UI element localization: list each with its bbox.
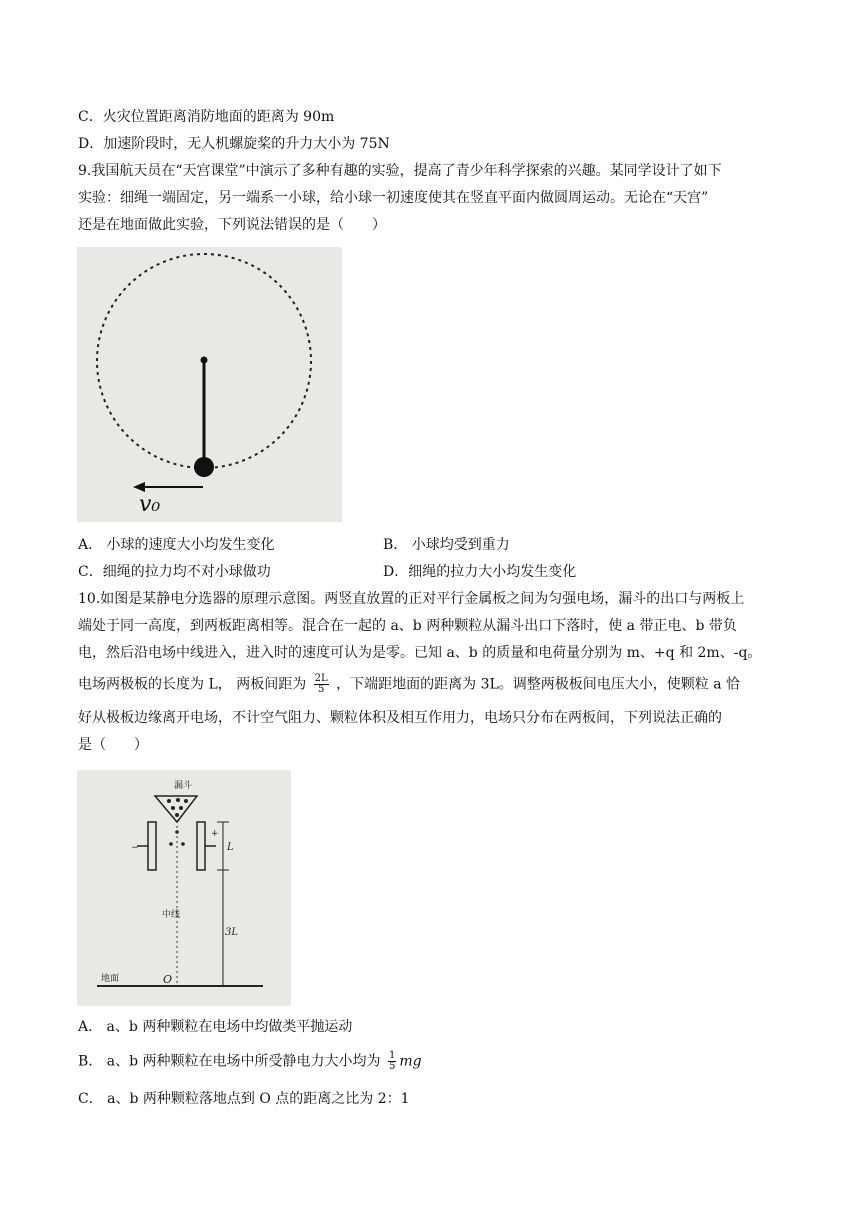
q10-stem-line6: 是（ ） xyxy=(78,737,148,753)
q9-stem-line3: 还是在地面做此实验，下列说法错误的是（ ） xyxy=(78,217,386,233)
q9-option-b: B． 小球均受到重力 xyxy=(383,537,510,553)
origin-label: O xyxy=(163,973,173,986)
option-b-numerator: 1 xyxy=(388,1050,396,1061)
center-line-label: 中线 xyxy=(162,910,181,920)
q10-option-a: A． a、b 两种颗粒在电场中均做类平抛运动 xyxy=(78,1019,353,1035)
q10-line4-part1: 电场两极板的长度为 L， 两板间距为 xyxy=(78,676,307,693)
right-plate xyxy=(197,822,205,870)
q10-stem-line5: 好从极板边缘离开电场，不计空气阻力、颗粒体积及相互作用力，电场只分布在两板间，下列说法正确的 xyxy=(78,710,722,726)
height-label: 3L xyxy=(225,927,239,938)
left-plate xyxy=(148,822,156,870)
q10-stem-line2: 端处于同一高度，到两板距离相等。混合在一起的 a、b 两种颗粒从漏斗出口下落时，使 a 带正电、b 带负 xyxy=(78,618,737,634)
q9-stem-line1: 9.我国航天员在“天宫课堂”中演示了多种有趣的实验，提高了青少年科学探索的兴趣。某同学设计了如下 xyxy=(78,163,722,179)
q9-option-c: C．细绳的拉力均不对小球做功 xyxy=(78,564,271,580)
q9-option-d: D．细绳的拉力大小均发生变化 xyxy=(383,564,577,580)
funnel-label: 漏斗 xyxy=(174,781,193,791)
option-b-mg: mg xyxy=(399,1053,422,1070)
q10-figure-separator xyxy=(77,770,291,1006)
svg-text:+: + xyxy=(211,829,219,839)
q10-option-c: C． a、b 两种颗粒落地点到 O 点的距离之比为 2：1 xyxy=(78,1091,410,1107)
prev-option-d: D．加速阶段时，无人机螺旋桨的升力大小为 75N xyxy=(78,136,390,152)
plate-length-label: L xyxy=(227,842,234,853)
q10-option-b-text: B． a、b 两种颗粒在电场中所受静电力大小均为 xyxy=(78,1053,381,1070)
q10-stem-line3: 电，然后沿电场中线进入，进入时的速度可认为是零。已知 a、b 的质量和电荷量分别为 m、+q 和 2m、-q。 xyxy=(78,645,762,661)
q9-option-a: A． 小球的速度大小均发生变化 xyxy=(78,537,275,553)
q10-line4-part2: ，下端距地面的距离为 3L。调整两极板间电压大小，使颗粒 a 恰 xyxy=(336,676,741,693)
q9-stem-line2: 实验：细绳一端固定，另一端系一小球，给小球一初速度使其在竖直平面内做圆周运动。无论在“天宫” xyxy=(78,190,709,206)
q10-option-b xyxy=(78,1051,422,1072)
fraction-numerator: 2L xyxy=(314,673,328,684)
option-b-fraction xyxy=(388,1051,396,1072)
plate-gap-fraction xyxy=(314,674,329,695)
ball xyxy=(194,457,214,477)
velocity-label: v₀ xyxy=(139,492,161,517)
velocity-arrowhead xyxy=(133,482,145,492)
ground-label: 地面 xyxy=(101,974,120,984)
svg-text:−: − xyxy=(131,843,139,853)
funnel xyxy=(155,796,197,822)
q9-figure-circular-motion xyxy=(77,247,342,522)
option-b-denominator: 5 xyxy=(388,1061,396,1072)
fraction-denominator: 5 xyxy=(317,684,325,695)
q10-stem-line4 xyxy=(78,674,740,695)
q10-stem-line1: 10.如图是某静电分选器的原理示意图。两竖直放置的正对平行金属板之间为匀强电场，漏斗的出口与两板上 xyxy=(78,591,745,607)
prev-option-c: C．火灾位置距离消防地面的距离为 90m xyxy=(78,109,335,125)
